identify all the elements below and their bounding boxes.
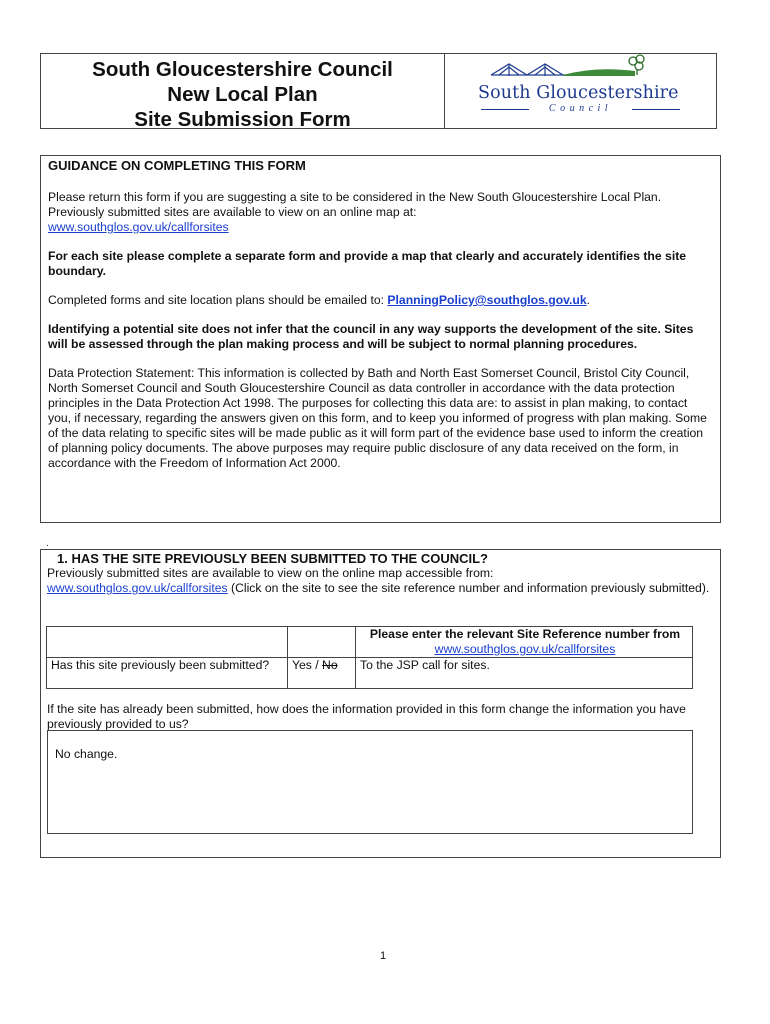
site-reference-header-text: Please enter the relevant Site Reference number from bbox=[369, 627, 681, 641]
yes-no-cell[interactable] bbox=[288, 658, 356, 689]
email-instructions-text: Completed forms and site location plans should be emailed to: bbox=[48, 293, 388, 307]
form-title bbox=[41, 54, 445, 131]
email-instructions bbox=[48, 293, 713, 308]
logo-subtitle: Council bbox=[479, 103, 682, 114]
submitted-question: Has this site previously been submitted? bbox=[47, 658, 288, 689]
site-reference-header bbox=[356, 627, 693, 658]
no-option: No bbox=[322, 658, 338, 672]
email-instructions-end: . bbox=[586, 293, 591, 307]
section-1-heading: 1. HAS THE SITE PREVIOUSLY BEEN SUBMITTED TO THE COUNCIL? bbox=[57, 551, 488, 566]
bridge-tree-logo-icon bbox=[485, 54, 685, 84]
section-1-intro-text: Previously submitted sites are available to view on the online map accessible from: bbox=[47, 566, 494, 580]
guidance-box bbox=[40, 155, 721, 523]
form-header bbox=[40, 53, 717, 129]
table-row bbox=[47, 627, 693, 658]
section-1-callforsites-link[interactable]: www.southglos.gov.uk/callforsites bbox=[47, 581, 228, 595]
page-number: 1 bbox=[380, 950, 387, 962]
change-answer-field[interactable]: No change. bbox=[47, 730, 693, 834]
title-line-3: Site Submission Form bbox=[134, 108, 351, 131]
callforsites-link[interactable]: www.southglos.gov.uk/callforsites bbox=[48, 220, 229, 234]
title-line-1: South Gloucestershire Council bbox=[92, 58, 393, 81]
site-reference-link[interactable]: www.southglos.gov.uk/callforsites bbox=[434, 642, 616, 656]
table-cell-empty bbox=[47, 627, 288, 658]
site-reference-field[interactable]: To the JSP call for sites. bbox=[356, 658, 693, 689]
yes-option: Yes / bbox=[292, 658, 319, 672]
section-1-intro-end: (Click on the site to see the site reference number and information previously submitted). bbox=[227, 581, 710, 595]
planning-policy-email-link[interactable]: PlanningPolicy@southglos.gov.uk bbox=[387, 293, 587, 307]
title-line-2: New Local Plan bbox=[167, 83, 318, 106]
data-protection-statement: Data Protection Statement: This information is collected by Bath and North East Somerset Council, Bristol City Council, North Somerset Council and South Gloucestershire Council as data controller in accordance with the data protection principles in the Data Protection Act 1998. The purposes for collecting this data are: to assist in plan making, to contact you, if necessary, regarding the answers given on this form, and to keep you informed of progress with plan making. Some of the data relating to specific sites will be made public as it will form part of the evidence base used to inform the creation of planning policy documents. The above purposes may require public disclosure of any data received on the form, in accordance with the Freedom of Information Act 2000. bbox=[48, 366, 707, 470]
council-logo bbox=[445, 54, 716, 128]
table-row bbox=[47, 658, 693, 689]
change-question: If the site has already been submitted, how does the information provided in this form change the information you have previously provided to us? bbox=[47, 702, 686, 731]
disclaimer: Identifying a potential site does not infer that the council in any way supports the development of the site. Sites will be assessed through the plan making process and will be subject to normal planning procedures. bbox=[48, 322, 694, 351]
logo-wordmark: South Gloucestershire bbox=[478, 83, 679, 103]
separator-dot: . bbox=[46, 538, 49, 549]
guidance-heading: GUIDANCE ON COMPLETING THIS FORM bbox=[48, 158, 306, 173]
guidance-intro-text: Please return this form if you are suggesting a site to be considered in the New South Gloucestershire Local Plan. Previously submitted sites are available to view on an online map at: bbox=[48, 190, 662, 219]
site-reference-table bbox=[46, 626, 693, 689]
table-cell-empty bbox=[288, 627, 356, 658]
separate-form-notice: For each site please complete a separate form and provide a map that clearly and accurately identifies the site boundary. bbox=[48, 249, 687, 278]
guidance-intro bbox=[48, 190, 713, 235]
section-1-intro bbox=[41, 566, 720, 596]
section-1 bbox=[40, 549, 721, 858]
